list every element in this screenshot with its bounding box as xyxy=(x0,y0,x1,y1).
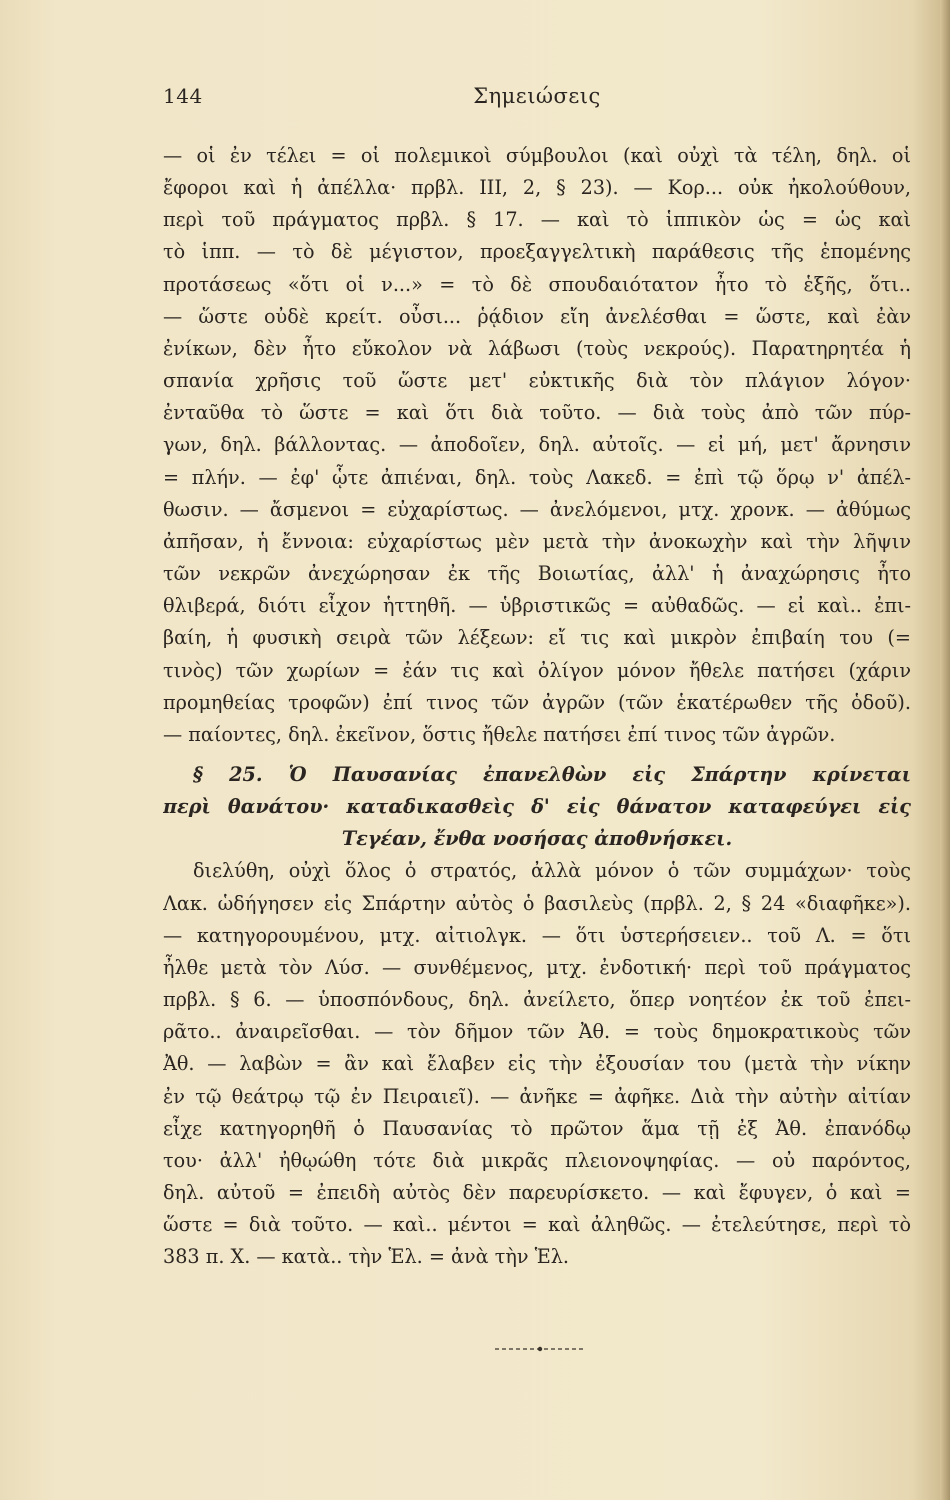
page-edge xyxy=(940,0,950,1500)
text-line: ἐνταῦθα τὸ ὥστε = καὶ ὅτι διὰ τοῦτο. — διὰ τοὺς ἀπὸ τῶν πύρ- xyxy=(163,401,911,425)
section-heading-line: περὶ θανάτου· καταδικασθεὶς δ' εἰς θάνατον καταφεύγει εἰς xyxy=(163,795,911,819)
section-heading-line: § 25. Ὁ Παυσανίας ἐπανελθὼν εἰς Σπάρτην κρίνεται xyxy=(193,762,911,786)
text-line: προμηθείας τροφῶν) ἐπί τινος τῶν ἀγρῶν (τῶν ἑκατέρωθεν τῆς ὁδοῦ). xyxy=(163,690,911,714)
text-line: τινὸς) τῶν χωρίων = ἐάν τις καὶ ὀλίγον μόνον ἤθελε πατήσει (χάριν xyxy=(163,658,911,682)
text-line: περὶ τοῦ πράγματος πρβλ. § 17. — καὶ τὸ ἱππικὸν ὡς = ὡς καὶ xyxy=(163,208,911,232)
text-line: τὸ ἱππ. — τὸ δὲ μέγιστον, προεξαγγελτικὴ παράθεσις τῆς ἑπομένης xyxy=(163,240,911,264)
text-line: προτάσεως «ὅτι οἱ ν...» = τὸ δὲ σπουδαιότατον ἦτο τὸ ἑξῆς, ὅτι.. xyxy=(163,272,911,296)
text-line: πρβλ. § 6. — ὑποσπόνδους, δηλ. ἀνείλετο, ὅπερ νοητέον ἐκ τοῦ ἐπει- xyxy=(163,988,911,1012)
text-line: θωσιν. — ἄσμενοι = εὐχαρίστως. — ἀνελόμενοι, μτχ. χρονκ. — ἀθύμως xyxy=(163,497,911,521)
text-line: ἦλθε μετὰ τὸν Λύσ. — συνθέμενος, μτχ. ἐνδοτική· περὶ τοῦ πράγματος xyxy=(163,955,911,979)
text-line: — ὥστε οὐδὲ κρείτ. οὖσι... ῥᾴδιον εἴη ἀνελέσθαι = ὥστε, καὶ ἐὰν xyxy=(163,304,911,328)
running-title: Σημειώσεις xyxy=(473,84,601,108)
page-header xyxy=(163,84,911,118)
text-line: — κατηγορουμένου, μτχ. αἰτιολγκ. — ὅτι ὑστερήσειεν.. τοῦ Λ. = ὅτι xyxy=(163,923,911,947)
text-line: — παίοντες, δηλ. ἐκεῖνον, ὅστις ἤθελε πατήσει ἐπί τινος τῶν ἀγρῶν. xyxy=(163,722,836,746)
text-line: εἶχε κατηγορηθῆ ὁ Παυσανίας τὸ πρῶτον ἅμα τῇ ἐξ Ἀθ. ἐπανόδῳ xyxy=(163,1116,911,1140)
text-line: διελύθη, οὐχὶ ὅλος ὁ στρατός, ἀλλὰ μόνον ὁ τῶν συμμάχων· τοὺς xyxy=(193,859,911,883)
text-line: = πλήν. — ἐφ' ᾧτε ἀπιέναι, δηλ. τοὺς Λακεδ. = ἐπὶ τῷ ὅρῳ ν' ἀπέλ- xyxy=(163,465,911,489)
text-line: σπανία χρῆσις τοῦ ὥστε μετ' εὐκτικῆς διὰ τὸν πλάγιον λόγον· xyxy=(163,369,911,393)
text-line: ὥστε = διὰ τοῦτο. — καὶ.. μέντοι = καὶ ἀληθῶς. — ἐτελεύτησε, περὶ τὸ xyxy=(163,1213,911,1237)
page-number: 144 xyxy=(163,84,203,108)
text-line: του· ἀλλ' ἠθῳώθη τότε διὰ μικρᾶς πλειονοψηφίας. — οὐ παρόντος, xyxy=(163,1148,911,1172)
text-line: Ἀθ. — λαβὼν = ἂν καὶ ἔλαβεν εἰς τὴν ἐξουσίαν του (μετὰ τὴν νίκην xyxy=(163,1052,911,1076)
section-heading-line: Τεγέαν, ἔνθα νοσήσας ἀποθνήσκει. xyxy=(341,827,733,851)
text-line: γων, δηλ. βάλλοντας. — ἀποδοῖεν, δηλ. αὐτοῖς. — εἰ μή, μετ' ἄρνησιν xyxy=(163,433,911,457)
end-ornament xyxy=(495,1344,585,1354)
paragraph-section-24 xyxy=(163,140,911,751)
section-gap xyxy=(163,751,911,759)
paragraph-section-25 xyxy=(163,855,911,1273)
text-line: ἐνίκων, δὲν ἦτο εὔκολον νὰ λάβωσι (τοὺς νεκρούς). Παρατηρητέα ἡ xyxy=(163,336,911,360)
text-line: Λακ. ὡδήγησεν εἰς Σπάρτην αὐτὸς ὁ βασιλεὺς (πρβλ. 2, § 24 «διαφῆκε»). xyxy=(163,891,911,915)
text-line: θλιβερά, διότι εἶχον ἡττηθῆ. — ὑβριστικῶς = αὐθαδῶς. — εἰ καὶ.. ἐπι- xyxy=(163,594,911,618)
text-line: ρᾶτο.. ἀναιρεῖσθαι. — τὸν δῆμον τῶν Ἀθ. = τοὺς δημοκρατικοὺς τῶν xyxy=(163,1020,911,1044)
text-line: δηλ. αὐτοῦ = ἐπειδὴ αὐτὸς δὲν παρευρίσκετο. — καὶ ἔφυγεν, ὁ καὶ = xyxy=(163,1181,911,1204)
text-line: τῶν νεκρῶν ἀνεχώρησαν ἐκ τῆς Βοιωτίας, ἀλλ' ἡ ἀναχώρησις ἦτο xyxy=(163,562,911,586)
section-25-heading xyxy=(163,759,911,855)
text-line: — οἱ ἐν τέλει = οἱ πολεμικοὶ σύμβουλοι (καὶ οὐχὶ τὰ τέλη, δηλ. οἱ xyxy=(163,144,911,167)
text-line: ἔφοροι καὶ ἡ ἀπέλλα· πρβλ. III, 2, § 23). — Κορ... οὐκ ἠκολούθουν, xyxy=(163,176,911,200)
text-line: ἐν τῷ θεάτρῳ τῷ ἐν Πειραιεῖ). — ἀνῆκε = ἀφῆκε. Διὰ τὴν αὐτὴν αἰτίαν xyxy=(163,1084,911,1108)
text-line: βαίη, ἡ φυσικὴ σειρὰ τῶν λέξεων: εἴ τις καὶ μικρὸν ἐπιβαίη του (= xyxy=(163,626,911,650)
notes-body xyxy=(163,140,911,1273)
text-line: 383 π. Χ. — κατὰ.. τὴν Ἑλ. = ἀνὰ τὴν Ἑλ. xyxy=(163,1245,570,1269)
text-line: ἀπῆσαν, ἡ ἔννοια: εὐχαρίστως μὲν μετὰ τὴν ἀνοκωχὴν καὶ τὴν λῆψιν xyxy=(163,529,911,553)
